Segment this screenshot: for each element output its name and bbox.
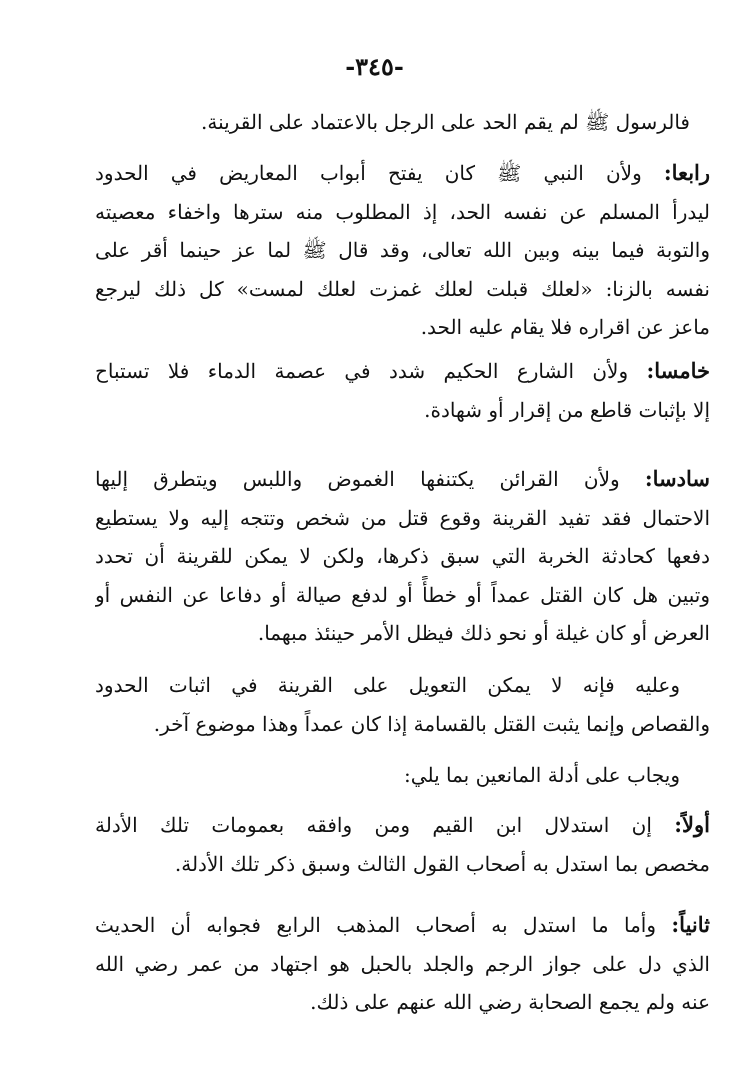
section-heading: ثانياً:: [671, 912, 710, 937]
paragraph-line: وعليه فإنه لا يمكن التعويل على القرينة في اثبات الحدود: [95, 673, 680, 697]
paragraph-fourth: [95, 154, 710, 347]
paragraph-line: [95, 154, 710, 193]
paragraph-line-text: ولأن القرائن يكتنفها الغموض واللبس ويتطرق إليها: [95, 467, 620, 491]
paragraph-line: [95, 352, 710, 391]
paragraph-line: [95, 460, 710, 499]
paragraph-line-text: ولأن الشارع الحكيم شدد في عصمة الدماء فلا تستباح: [95, 359, 629, 383]
paragraph-fifth: [95, 352, 710, 429]
paragraph-line: ماعز عن اقراره فلا يقام عليه الحد.: [420, 315, 710, 339]
paragraph-line-text: إن استدلال ابن القيم ومن وافقه بعمومات تلك الأدلة: [95, 813, 652, 837]
paragraph-sixth: [95, 460, 710, 653]
paragraph-second-answer: [95, 906, 710, 1022]
paragraph-line: عنه ولم يجمع الصحابة رضي الله عنهم على ذلك.: [310, 990, 710, 1014]
section-heading: رابعا:: [663, 160, 710, 185]
paragraph-line: [95, 806, 710, 845]
paragraph-line: فالرسول ﷺ لم يقم الحد على الرجل بالاعتماد على القرينة.: [201, 110, 690, 134]
paragraph-line: الاحتمال فقد تفيد القرينة وقوع قتل من شخص وتتجه إليه ولا يستطيع: [95, 505, 710, 530]
paragraph-line: والقصاص وإنما يثبت القتل بالقسامة إذا كان عمداً وهذا موضوع آخر.: [153, 711, 710, 736]
paragraph-line: مخصص بما استدل به أصحاب القول الثالث وسبق ذكر تلك الأدلة.: [174, 851, 710, 876]
paragraph-line: ويجاب على أدلة المانعين بما يلي:: [404, 763, 680, 787]
section-heading: خامسا:: [646, 358, 710, 383]
paragraph-line: إلا بإثبات قاطع من إقرار أو شهادة.: [424, 397, 710, 422]
paragraph-answers-intro: [95, 756, 710, 795]
paragraph-line: نفسه بالزنا: «لعلك قبلت لعلك غمزت لعلك لمست» كل ذلك ليرجع: [95, 276, 710, 301]
paragraph-line-text: ولأن النبي ﷺ كان يفتح أبواب المعاريض في الحدود: [95, 161, 642, 185]
paragraph-line-text: وأما ما استدل به أصحاب المذهب الرابع فجوابه أن الحديث: [95, 913, 657, 937]
paragraph-line: دفعها كحادثة الخربة التي سبق ذكرها، ولكن لا يمكن للقرينة أن تحدد: [95, 544, 710, 568]
paragraph-line: الذي دل على جواز الرجم والجلد بالحبل هو اجتهاد من عمر رضي الله: [95, 951, 710, 976]
paragraph-conclusion-qarina: [95, 666, 710, 743]
page-number: -٣٤٥-: [345, 52, 404, 81]
section-heading: سادسا:: [644, 466, 710, 491]
paragraph-first-answer: [95, 806, 710, 883]
paragraph-line: العرض أو كان غيلة أو نحو ذلك فيظل الأمر حينئذ مبهما.: [257, 621, 710, 645]
paragraph-line: وتبين هل كان القتل عمداً أو خطأً أو لدفع صيالة أو دفاعا عن النفس أو: [95, 582, 710, 607]
section-heading: أولاً:: [674, 812, 710, 837]
paragraph-line: [95, 906, 710, 945]
paragraph-line: ليدرأ المسلم عن نفسه الحد، إذ المطلوب منه سترها واخفاء معصيته: [95, 199, 710, 224]
paragraph-conclusion: [95, 103, 710, 142]
paragraph-line: والتوبة فيما بينه وبين الله تعالى، وقد قال ﷺ لما عز حينما أقر على: [95, 238, 710, 262]
